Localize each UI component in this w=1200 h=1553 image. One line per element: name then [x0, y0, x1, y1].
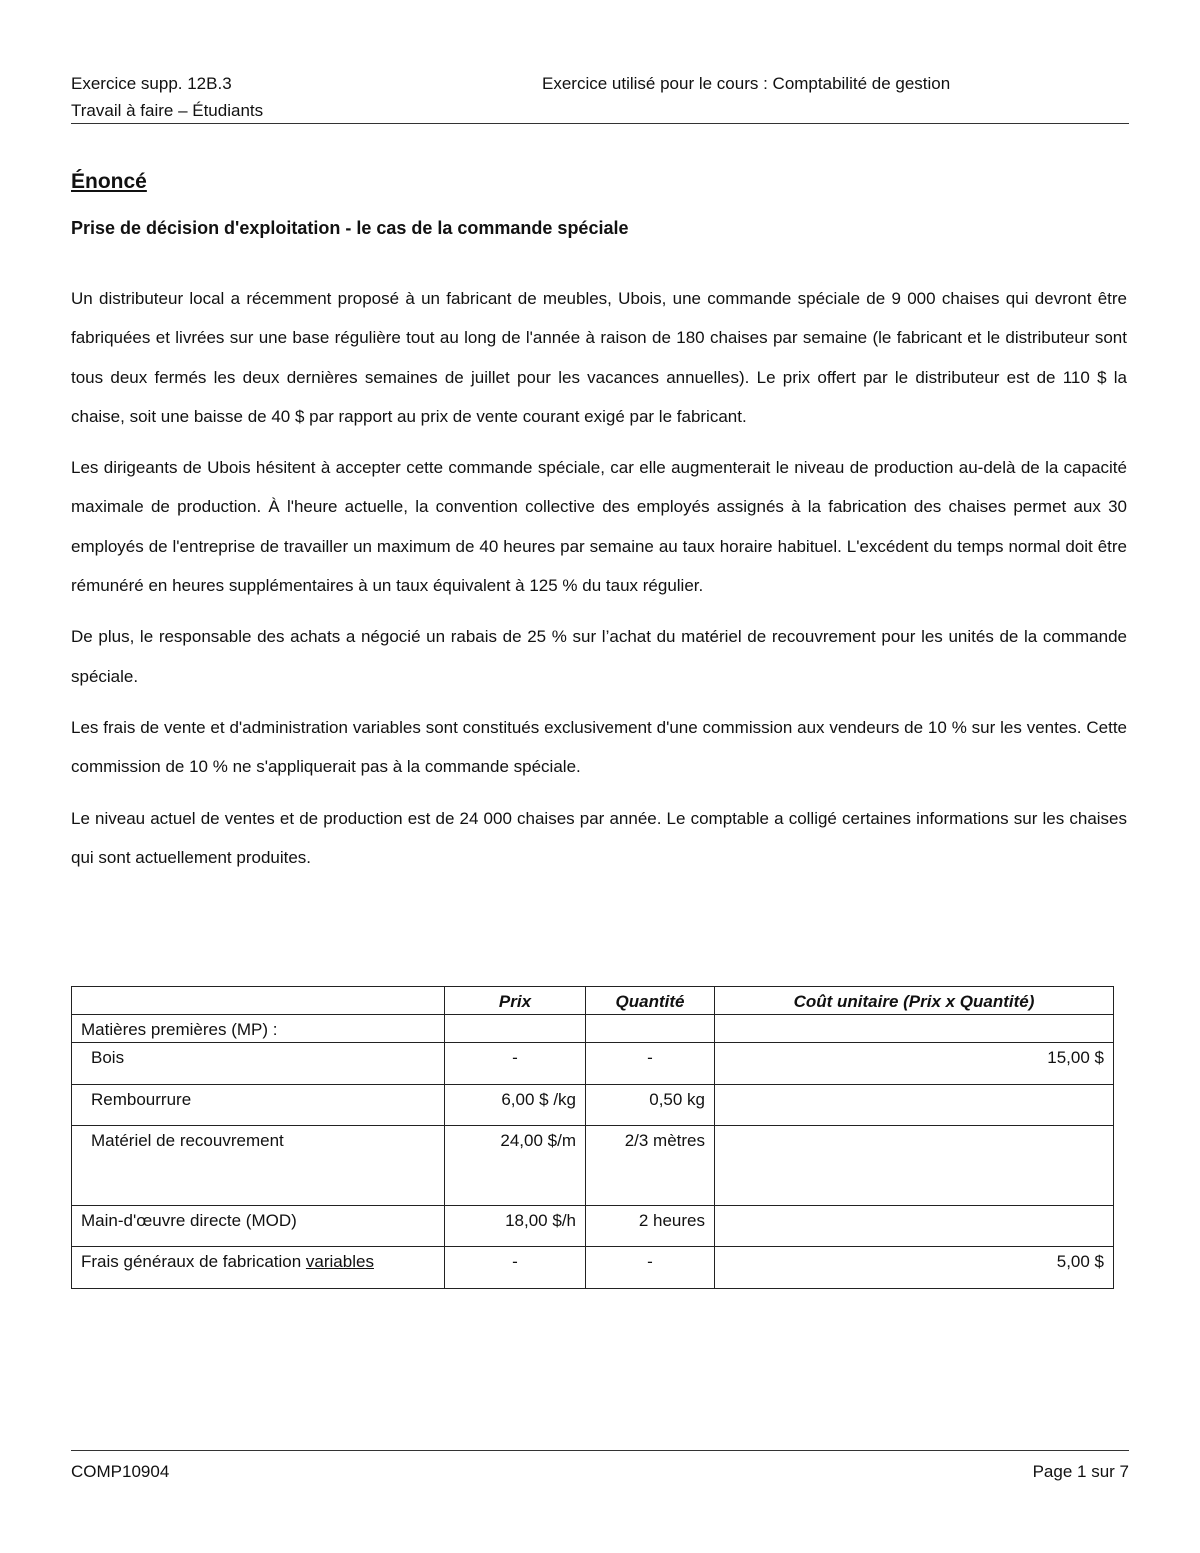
row-label-underlined: variables	[305, 1252, 374, 1271]
table-row	[72, 1043, 1114, 1085]
statement-body	[71, 279, 1127, 889]
row-prix: 18,00 $/h	[445, 1206, 586, 1247]
row-cout	[715, 1126, 1114, 1206]
paragraph-5: Le niveau actuel de ventes et de production est de 24 000 chaises par année. Le comptable a colligé certaines informations sur les chaises qui sont actuellement produites.	[71, 808, 1127, 867]
row-cout	[715, 1206, 1114, 1247]
row-label-prefix: Frais généraux de fabrication	[81, 1252, 306, 1271]
header-course: Exercice utilisé pour le cours : Comptabilité de gestion	[542, 74, 951, 93]
row-quantite: -	[586, 1247, 715, 1289]
row-quantite: 2/3 mètres	[586, 1126, 715, 1206]
page-subtitle: Prise de décision d'exploitation - le cas de la commande spéciale	[71, 218, 629, 238]
header-work-label: Travail à faire – Étudiants	[71, 101, 264, 120]
row-prix: 24,00 $/m	[445, 1126, 586, 1206]
paragraph-4: Les frais de vente et d'administration variables sont constitués exclusivement d'une commission aux vendeurs de 10 % sur les ventes. Cette commission de 10 % ne s'appliquerait pas à la commande spéciale.	[71, 717, 1127, 777]
header-cell-prix: Prix	[445, 987, 586, 1015]
table-row	[72, 1206, 1114, 1247]
row-prix: -	[445, 1247, 586, 1289]
row-label	[72, 1247, 445, 1289]
header-cell-quantite: Quantité	[586, 987, 715, 1015]
section-title: Énoncé	[71, 170, 147, 193]
paragraph-2: Les dirigeants de Ubois hésitent à accepter cette commande spéciale, car elle augmenterait le niveau de production au-delà de la capacité maximale de production. À l'heure actuelle, la convention collective des employés assignés à la fabrication des chaises permet aux 30 employés de l'entreprise de travailler un maximum de 40 heures par semaine au taux horaire habituel. L'excédent du temps normal doit être rémunéré en heures supplémentaires à un taux équivalent à 125 % du taux régulier.	[71, 458, 1127, 596]
header-exercise-id: Exercice supp. 12B.3	[71, 74, 232, 93]
header-left	[71, 70, 263, 124]
row-quantite: 0,50 kg	[586, 1085, 715, 1126]
row-cout: 15,00 $	[715, 1043, 1114, 1085]
table-row	[72, 1085, 1114, 1126]
row-label: Bois	[72, 1043, 445, 1085]
footer-divider	[71, 1450, 1129, 1451]
header-cell-cout: Coût unitaire (Prix x Quantité)	[715, 987, 1114, 1015]
table-row	[72, 1247, 1114, 1289]
row-cout	[715, 1085, 1114, 1126]
row-label: Matériel de recouvrement	[72, 1126, 445, 1206]
row-cout: 5,00 $	[715, 1247, 1114, 1289]
row-label: Main-d'œuvre directe (MOD)	[72, 1206, 445, 1247]
footer-course-code: COMP10904	[71, 1462, 170, 1481]
paragraph-1: Un distributeur local a récemment proposé à un fabricant de meubles, Ubois, une commande spéciale de 9 000 chaises qui devront être fabriquées et livrées sur une base régulière tout au long de l'année à raison de 180 chaises par semaine (le fabricant et le distributeur sont tous deux fermés les deux dernières semaines de juillet pour les vacances annuelles). Le prix offert par le distributeur est de 110 $ la chaise, soit une baisse de 40 $ par rapport au prix de vente courant exigé par le fabricant.	[71, 289, 1127, 426]
group-label: Matières premières (MP) :	[72, 1015, 445, 1043]
header-divider	[71, 123, 1129, 124]
paragraph-3: De plus, le responsable des achats a négocié un rabais de 25 % sur l’achat du matériel de recouvrement pour les unités de la commande spéciale.	[71, 627, 1127, 686]
row-quantite: 2 heures	[586, 1206, 715, 1247]
row-label: Rembourrure	[72, 1085, 445, 1126]
table-row	[72, 1015, 1114, 1043]
header-cell-label	[72, 987, 445, 1015]
table-row	[72, 1126, 1114, 1206]
row-prix: -	[445, 1043, 586, 1085]
row-quantite: -	[586, 1043, 715, 1085]
cost-table	[71, 986, 1114, 1289]
table-header-row	[72, 987, 1114, 1015]
footer-page-number: Page 1 sur 7	[1032, 1462, 1129, 1481]
row-prix: 6,00 $ /kg	[445, 1085, 586, 1126]
